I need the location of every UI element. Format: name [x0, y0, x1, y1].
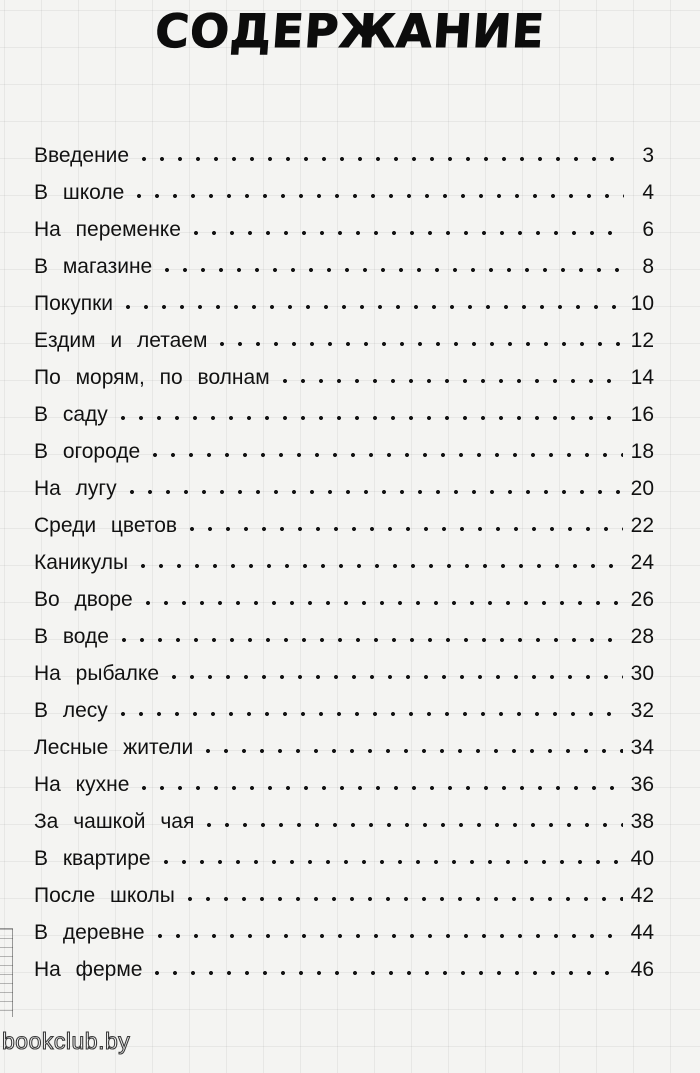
table-of-contents	[34, 131, 654, 982]
toc-entry[interactable]	[34, 353, 654, 390]
toc-entry-page-number: 12	[630, 329, 654, 352]
watermark: bookclub.by	[2, 1028, 131, 1054]
page-title: СОДЕРЖАНИЕ	[153, 4, 547, 58]
dot-leader	[119, 304, 623, 310]
toc-entry-label: В магазине	[34, 255, 153, 278]
toc-entry-page-number: 20	[630, 477, 654, 500]
toc-entry-page-number: 24	[630, 551, 654, 574]
toc-entry-page-number: 32	[630, 699, 654, 722]
toc-entry[interactable]	[34, 131, 654, 168]
toc-entry[interactable]	[34, 945, 654, 982]
toc-entry[interactable]	[34, 612, 654, 649]
toc-entry-page-number: 40	[630, 847, 654, 870]
toc-entry[interactable]	[34, 760, 654, 797]
dot-leader	[158, 267, 624, 273]
toc-entry-page-number: 4	[642, 181, 654, 204]
toc-entry-page-number: 30	[630, 662, 654, 685]
toc-entry[interactable]	[34, 316, 654, 353]
dot-leader	[123, 489, 623, 495]
toc-entry-label: Ездим и летаем	[34, 329, 208, 352]
toc-entry-label: В воде	[34, 625, 109, 648]
toc-entry[interactable]	[34, 871, 654, 908]
dot-leader	[134, 563, 623, 569]
dot-leader	[135, 156, 624, 162]
toc-entry-page-number: 14	[630, 366, 654, 389]
toc-entry-page-number: 46	[630, 958, 654, 981]
toc-entry-page-number: 8	[642, 255, 654, 278]
toc-entry-label: На лугу	[34, 477, 117, 500]
dot-leader	[181, 896, 623, 902]
toc-entry-label: По морям, по волнам	[34, 366, 270, 389]
toc-entry-label: В деревне	[34, 921, 145, 944]
toc-entry[interactable]	[34, 501, 654, 538]
toc-entry-label: В школе	[34, 181, 125, 204]
toc-entry[interactable]	[34, 205, 654, 242]
dot-leader	[115, 637, 623, 643]
toc-entry[interactable]	[34, 797, 654, 834]
dot-leader	[139, 600, 623, 606]
dot-leader	[183, 526, 623, 532]
dot-leader	[165, 674, 623, 680]
toc-entry[interactable]	[34, 908, 654, 945]
dot-leader	[148, 970, 622, 976]
toc-entry[interactable]	[34, 427, 654, 464]
toc-entry-page-number: 36	[630, 773, 654, 796]
toc-entry-label: На ферме	[34, 958, 143, 981]
dot-leader	[200, 822, 622, 828]
toc-entry[interactable]	[34, 242, 654, 279]
dot-leader	[114, 711, 623, 717]
toc-entry[interactable]	[34, 168, 654, 205]
dot-leader	[213, 341, 622, 347]
toc-entry-page-number: 34	[630, 736, 654, 759]
toc-entry[interactable]	[34, 279, 654, 316]
dot-leader	[130, 193, 624, 199]
toc-entry-page-number: 28	[630, 625, 654, 648]
toc-entry-page-number: 38	[630, 810, 654, 833]
dot-leader	[187, 230, 624, 236]
toc-entry-page-number: 16	[630, 403, 654, 426]
toc-entry-label: После школы	[34, 884, 175, 907]
toc-entry-page-number: 18	[630, 440, 654, 463]
toc-entry-label: Покупки	[34, 292, 113, 315]
page-edge-decoration	[0, 928, 13, 1017]
toc-entry-label: В лесу	[34, 699, 108, 722]
toc-entry-page-number: 3	[642, 144, 654, 167]
toc-entry[interactable]	[34, 649, 654, 686]
toc-entry[interactable]	[34, 464, 654, 501]
toc-entry[interactable]	[34, 575, 654, 612]
dot-leader	[199, 748, 622, 754]
toc-entry-label: За чашкой чая	[34, 810, 195, 833]
dot-leader	[135, 785, 622, 791]
toc-entry-label: Каникулы	[34, 551, 129, 574]
toc-entry-label: В саду	[34, 403, 108, 426]
dot-leader	[114, 415, 623, 421]
toc-entry[interactable]	[34, 686, 654, 723]
toc-entry-label: На рыбалке	[34, 662, 160, 685]
dot-leader	[157, 859, 623, 865]
toc-entry-label: На переменке	[34, 218, 181, 241]
toc-entry-label: В квартире	[34, 847, 151, 870]
toc-entry-label: В огороде	[34, 440, 141, 463]
toc-entry-label: На кухне	[34, 773, 130, 796]
toc-entry-label: Введение	[34, 144, 130, 167]
toc-entry-label: Среди цветов	[34, 514, 178, 537]
dot-leader	[276, 378, 623, 384]
toc-entry-page-number: 22	[630, 514, 654, 537]
toc-entry-page-number: 6	[642, 218, 654, 241]
dot-leader	[151, 933, 623, 939]
toc-entry[interactable]	[34, 538, 654, 575]
toc-entry[interactable]	[34, 390, 654, 427]
toc-entry-page-number: 44	[630, 921, 654, 944]
toc-entry-page-number: 26	[630, 588, 654, 611]
toc-entry-page-number: 10	[630, 292, 654, 315]
dot-leader	[146, 452, 622, 458]
toc-entry[interactable]	[34, 834, 654, 871]
toc-entry[interactable]	[34, 723, 654, 760]
toc-entry-label: Во дворе	[34, 588, 133, 611]
toc-entry-label: Лесные жители	[34, 736, 194, 759]
toc-entry-page-number: 42	[630, 884, 654, 907]
